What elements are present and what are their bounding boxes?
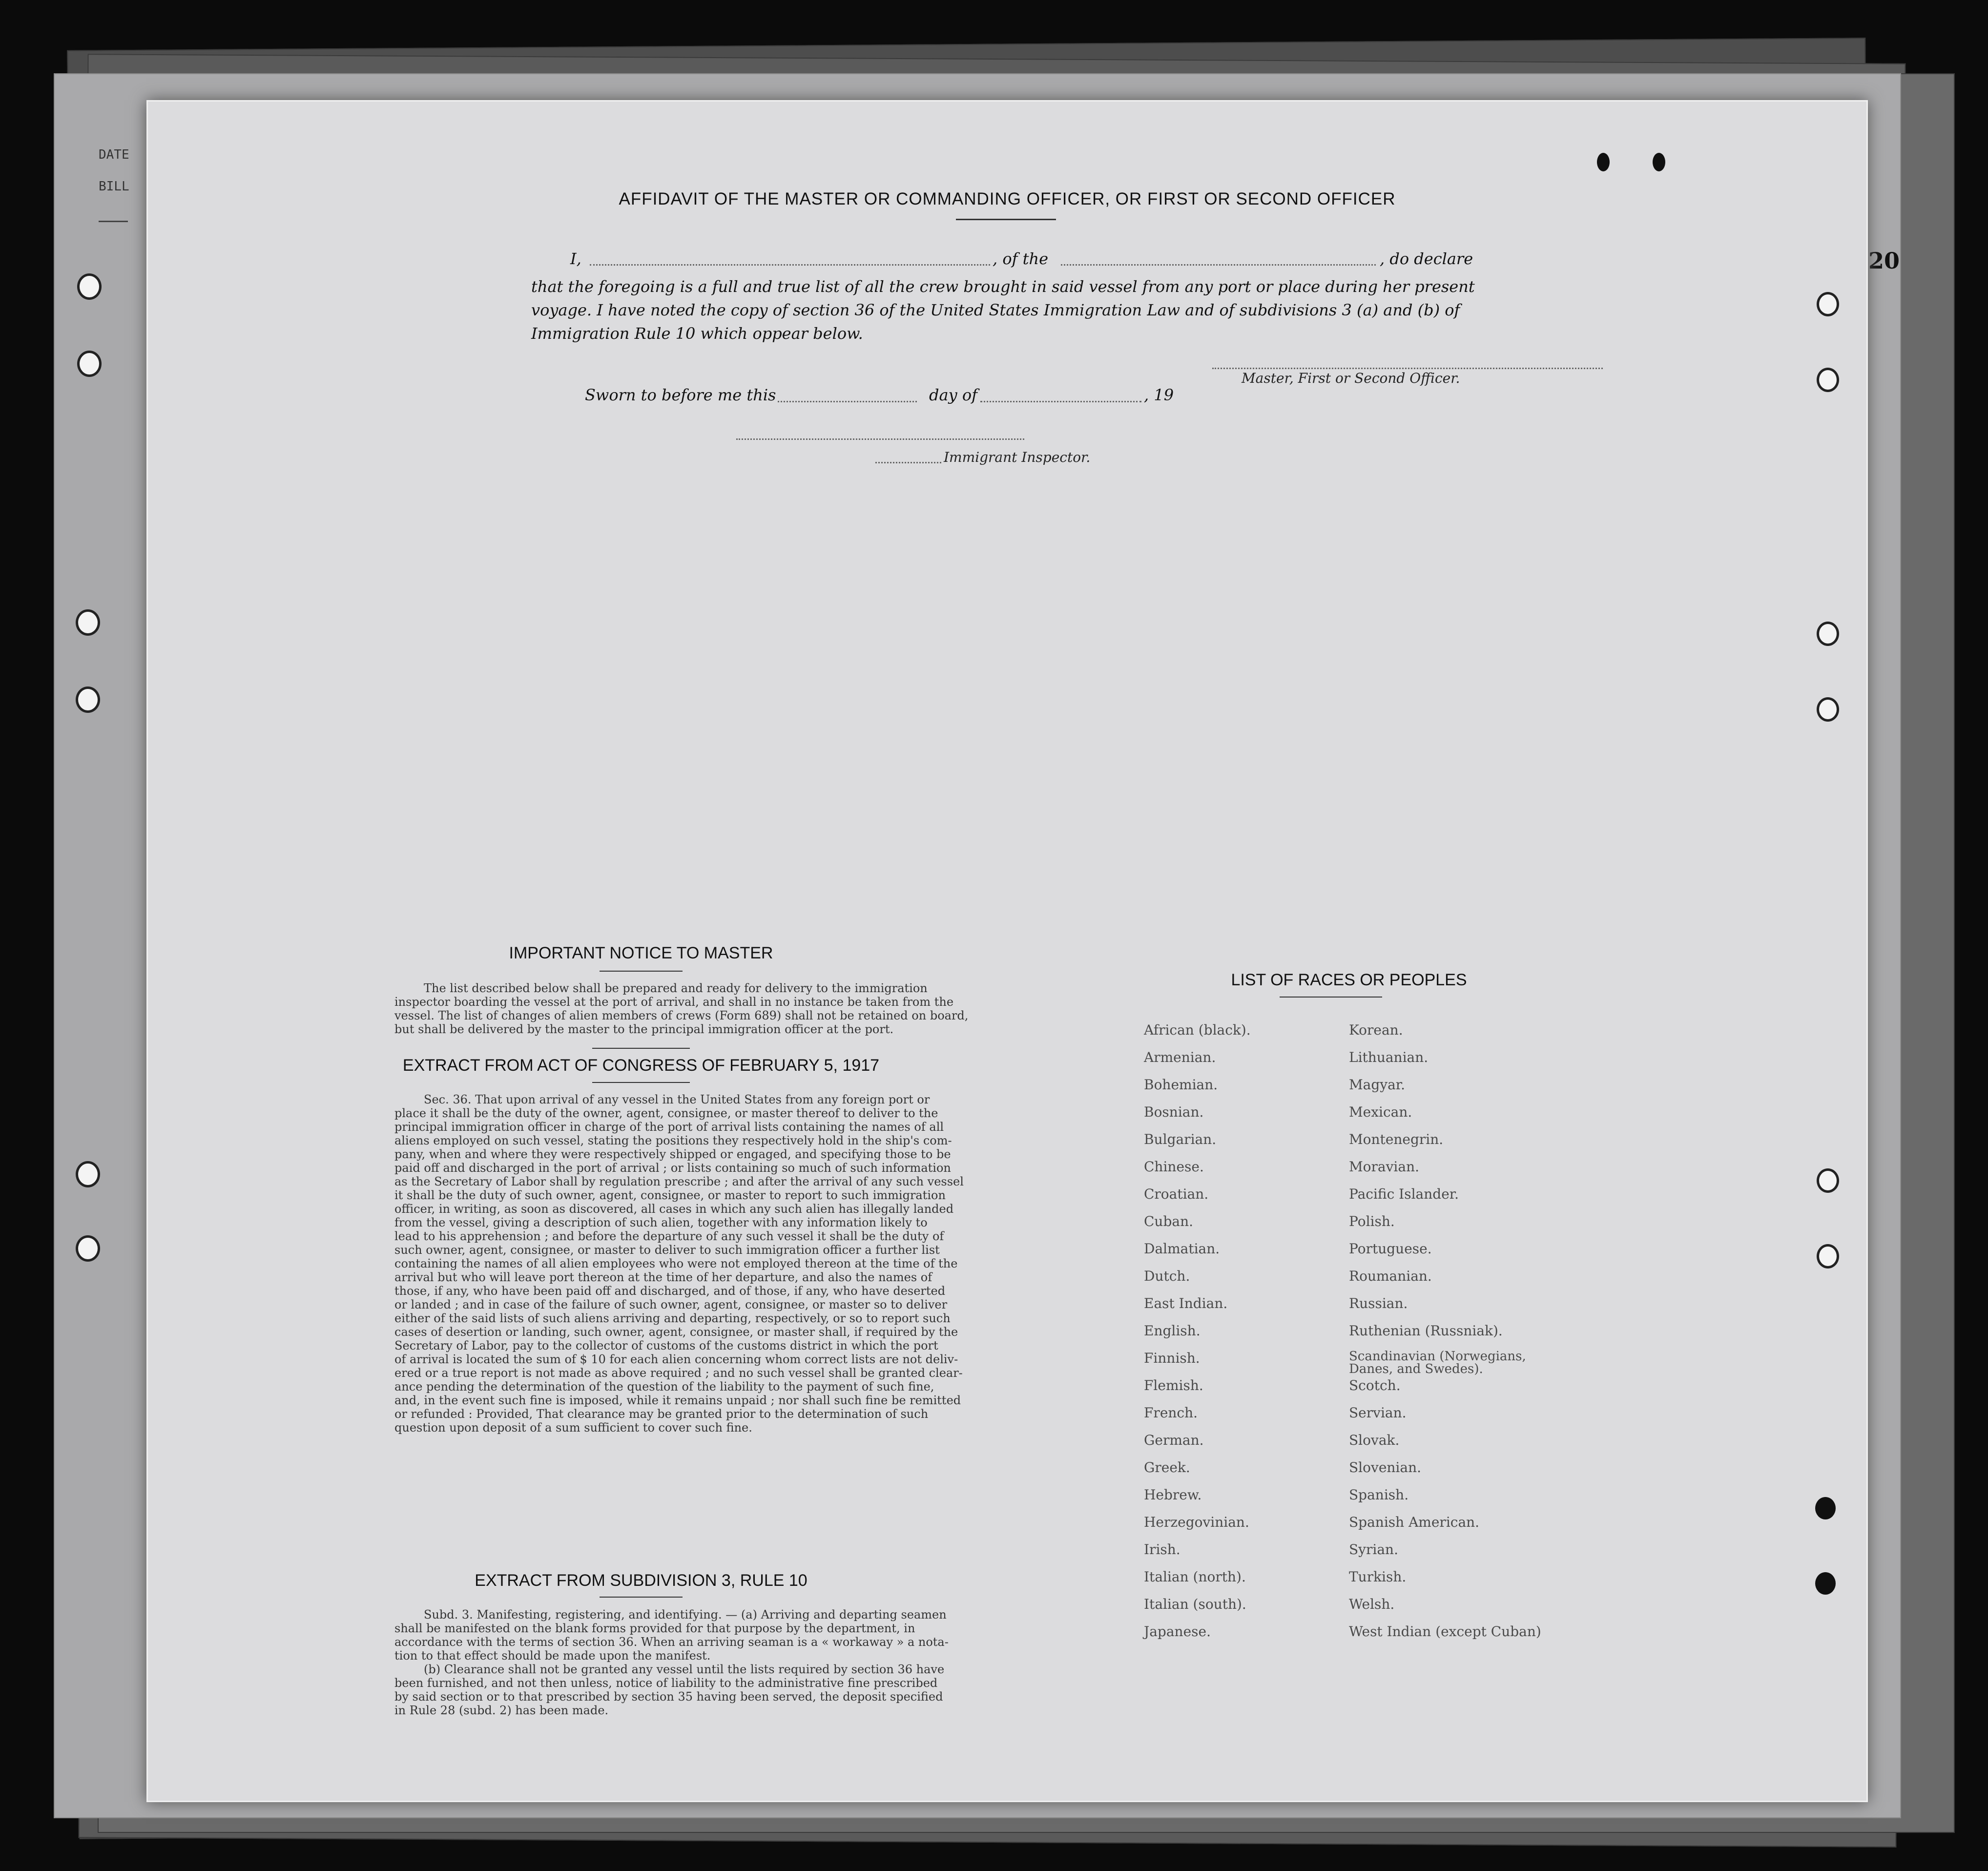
- race-item: Armenian.: [1144, 1049, 1216, 1065]
- binder-hole: [76, 609, 100, 636]
- binder-hole: [77, 351, 102, 377]
- act-line: it shall be the duty of such owner, agent, consignee, or master to report to such immigration: [394, 1188, 946, 1202]
- act-line: question upon deposit of a sum sufficient to cover such fine.: [394, 1421, 752, 1434]
- race-item: Italian (south).: [1144, 1596, 1246, 1612]
- rule-line: shall be manifested on the blank forms provided for that purpose by the department, in: [394, 1622, 915, 1635]
- race-item: African (black).: [1144, 1022, 1251, 1038]
- act-line: principal immigration officer in charge of the port of arrival lists containing the names of all: [394, 1120, 944, 1134]
- binder-hole: [1817, 292, 1839, 316]
- binder-hole: [76, 1161, 100, 1187]
- rule-line: Subd. 3. Manifesting, registering, and identifying. — (a) Arriving and departing seamen: [424, 1608, 947, 1622]
- act-line: either of the said lists of such aliens arriving and departing, respectively, or so to report such: [394, 1311, 951, 1325]
- race-item: French.: [1144, 1405, 1198, 1421]
- margin-label-bill: BILL: [99, 179, 129, 194]
- act-line: place it shall be the duty of the owner, agent, consignee, or master thereof to deliver to the: [394, 1106, 938, 1120]
- race-item: Lithuanian.: [1349, 1049, 1429, 1065]
- act-line: cases of desertion or landing, such owner, agent, consignee, or master shall, if required by the: [394, 1325, 958, 1339]
- act-line: and, in the event such fine is imposed, while it remains unpaid ; nor shall such fine be remitted: [394, 1393, 961, 1407]
- race-item: Irish.: [1144, 1541, 1180, 1558]
- act-line: those, if any, who have been paid off and discharged, and of those, if any, who have deserted: [394, 1284, 946, 1298]
- rule-title: EXTRACT FROM SUBDIVISION 3, RULE 10: [475, 1571, 808, 1590]
- inspector-dots: [875, 462, 941, 463]
- act-line: paid off and discharged in the port of arrival ; or lists containing so much of such information: [394, 1161, 951, 1175]
- officer-caption: Master, First or Second Officer.: [1242, 370, 1460, 386]
- act-line: pany, when and where they were respectively shipped or engaged, and specifying those to be: [394, 1147, 951, 1161]
- race-item: Bohemian.: [1144, 1077, 1218, 1093]
- race-item: Scandinavian (Norwegians, Danes, and Swedes).: [1349, 1349, 1526, 1376]
- race-item: Spanish American.: [1349, 1514, 1480, 1530]
- race-item: German.: [1144, 1432, 1204, 1448]
- inspector-signature-field[interactable]: [736, 438, 1024, 440]
- race-item: Welsh.: [1349, 1596, 1395, 1612]
- act-body: [394, 1093, 978, 1434]
- races-title: LIST OF RACES OR PEOPLES: [1231, 971, 1467, 989]
- rule-line: in Rule 28 (subd. 2) has been made.: [394, 1704, 609, 1717]
- binder-hole: [1817, 1168, 1839, 1193]
- race-item: Slovenian.: [1349, 1459, 1421, 1476]
- sworn-month-field[interactable]: [980, 401, 1141, 402]
- race-item: Spanish.: [1349, 1487, 1409, 1503]
- notice-line: vessel. The list of changes of alien members of crews (Form 689) shall not be retained on board,: [394, 1009, 969, 1022]
- binder-hole: [76, 1235, 100, 1262]
- races-rule: [1280, 997, 1382, 998]
- sworn-day-field[interactable]: [778, 401, 917, 402]
- declaration-text: [531, 275, 1630, 345]
- race-item: Magyar.: [1349, 1077, 1406, 1093]
- race-item: Japanese.: [1144, 1623, 1211, 1640]
- affidavit-form-page: [146, 100, 1868, 1802]
- race-item: Turkish.: [1349, 1569, 1407, 1585]
- act-line: arrival but who will leave port thereon at the time of her departure, and also the names of: [394, 1270, 932, 1284]
- race-item: Pacific Islander.: [1349, 1186, 1459, 1202]
- act-rule: [592, 1082, 690, 1083]
- race-item: Cuban.: [1144, 1213, 1194, 1229]
- race-item: Finnish.: [1144, 1350, 1200, 1366]
- race-item: Mexican.: [1349, 1104, 1412, 1120]
- act-line: from the vessel, giving a description of such alien, together with any information likely to: [394, 1216, 928, 1229]
- act-line: of arrival is located the sum of $ 10 for each alien concerning whom correct lists are not deliv-: [394, 1352, 958, 1366]
- races-right-column: [1349, 1022, 1554, 1651]
- race-item: Korean.: [1349, 1022, 1403, 1038]
- race-item: Herzegovinian.: [1144, 1514, 1249, 1530]
- inspector-caption: Immigrant Inspector.: [944, 449, 1091, 465]
- act-line: Secretary of Labor, pay to the collector of customs of the customs district in which the port: [394, 1339, 938, 1352]
- race-item: Dutch.: [1144, 1268, 1190, 1284]
- binder-hole: [1817, 1244, 1839, 1268]
- notice-line: but shall be delivered by the master to the principal immigration officer at the port.: [394, 1022, 894, 1036]
- binder-hole: [76, 686, 100, 713]
- race-item: English.: [1144, 1323, 1201, 1339]
- of-the-label: , of the: [993, 249, 1049, 268]
- margin-label-date: DATE: [99, 147, 129, 162]
- declaration-line: [531, 249, 1630, 279]
- act-line: aliens employed on such vessel, stating the positions they respectively hold in the ship's com-: [394, 1134, 952, 1147]
- act-line: or refunded : Provided, That clearance may be granted prior to the determination of such: [394, 1407, 929, 1421]
- rule-line: (b) Clearance shall not be granted any vessel until the lists required by section 36 have: [424, 1663, 945, 1676]
- title-rule: [956, 219, 1056, 220]
- sworn-label: Sworn to before me this: [585, 386, 776, 404]
- rule-line: by said section or to that prescribed by section 35 having been served, the deposit specified: [394, 1690, 943, 1704]
- act-line: Sec. 36. That upon arrival of any vessel in the United States from any foreign port or: [424, 1093, 930, 1106]
- punch-mark: [1653, 153, 1665, 171]
- declaration-text-line: Immigration Rule 10 which oppear below.: [531, 324, 863, 343]
- act-line: such owner, agent, consignee, or master to deliver to such immigration officer a further list: [394, 1243, 940, 1257]
- race-item: Croatian.: [1144, 1186, 1209, 1202]
- rule-line: been furnished, and not then unless, notice of liability to the administrative fine prescribed: [394, 1676, 938, 1690]
- act-title: EXTRACT FROM ACT OF CONGRESS OF FEBRUARY 5, 1917: [402, 1056, 880, 1075]
- race-item: Bosnian.: [1144, 1104, 1204, 1120]
- act-line: officer, in writing, as soon as discovered, all cases in which any such alien has illegally landed: [394, 1202, 954, 1216]
- year-label: , 19: [1144, 386, 1174, 404]
- race-item: Roumanian.: [1349, 1268, 1432, 1284]
- declaration-text-line: that the foregoing is a full and true list of all the crew brought in said vessel from any port or place during her present: [531, 277, 1475, 296]
- page-number: 20: [1868, 248, 1900, 274]
- race-item: Italian (north).: [1144, 1569, 1246, 1585]
- rule-rule: [600, 1597, 683, 1598]
- act-line: ered or a true report is not made as above required ; and no such vessel shall be granted clear-: [394, 1366, 963, 1380]
- binder-hole: [1817, 697, 1839, 722]
- notice-line: The list described below shall be prepared and ready for delivery to the immigration: [424, 981, 928, 995]
- notice-body: [394, 981, 978, 1036]
- declaration-text-line: voyage. I have noted the copy of section 36 of the United States Immigration Law and of subdivisions 3 (a) and (b) of: [531, 301, 1460, 319]
- race-item: Russian.: [1349, 1295, 1408, 1311]
- declarant-prefix: I,: [570, 249, 581, 268]
- act-line: lead to his apprehension ; and before the departure of any such vessel it shall be the duty of: [394, 1229, 944, 1243]
- race-item: Syrian.: [1349, 1541, 1398, 1558]
- race-item: Scotch.: [1349, 1377, 1401, 1393]
- binder-hole: [1815, 1497, 1836, 1519]
- race-item: Ruthenian (Russniak).: [1349, 1323, 1503, 1339]
- punch-mark: [1597, 153, 1610, 171]
- notice-bottom-rule: [592, 1048, 690, 1049]
- act-line: ance pending the determination of the question of the liability to the payment of such fine,: [394, 1380, 934, 1393]
- act-line: or landed ; and in case of the failure of such owner, agent, consignee, or master so to deliver: [394, 1298, 948, 1311]
- do-declare-label: , do declare: [1380, 249, 1473, 268]
- binder-hole: [1815, 1572, 1836, 1595]
- rule-body: [394, 1608, 978, 1717]
- race-item: Montenegrin.: [1349, 1131, 1444, 1147]
- vessel-name-field[interactable]: [1061, 264, 1376, 266]
- race-item: Slovak.: [1349, 1432, 1400, 1448]
- race-item: Bulgarian.: [1144, 1131, 1217, 1147]
- notice-line: inspector boarding the vessel at the port of arrival, and shall in no instance be taken from the: [394, 995, 954, 1009]
- races-left-column: [1144, 1022, 1349, 1651]
- race-item: East Indian.: [1144, 1295, 1228, 1311]
- affidavit-title: AFFIDAVIT OF THE MASTER OR COMMANDING OFFICER, OR FIRST OR SECOND OFFICER: [619, 189, 1396, 208]
- binder-hole: [77, 273, 102, 300]
- rule-line: accordance with the terms of section 36. When an arriving seaman is a « workaway » a nota-: [394, 1635, 949, 1649]
- race-item: Polish.: [1349, 1213, 1395, 1229]
- race-item: Servian.: [1349, 1405, 1407, 1421]
- notice-title: IMPORTANT NOTICE TO MASTER: [509, 944, 773, 962]
- act-line: containing the names of all alien employees who were not employed thereon at the time of the: [394, 1257, 958, 1270]
- race-item: Moravian.: [1349, 1159, 1420, 1175]
- notice-rule: [600, 971, 683, 972]
- race-item: Flemish.: [1144, 1377, 1203, 1393]
- race-item: West Indian (except Cuban): [1349, 1623, 1541, 1640]
- race-item: Greek.: [1144, 1459, 1190, 1476]
- day-of-label: day of: [929, 386, 977, 404]
- act-line: as the Secretary of Labor shall by regulation prescribe ; and after the arrival of any such vessel: [394, 1175, 964, 1188]
- race-item: Portuguese.: [1349, 1241, 1432, 1257]
- binder-hole: [1817, 622, 1839, 646]
- rule-line: tion to that effect should be made upon the manifest.: [394, 1649, 711, 1663]
- margin-rule: [99, 221, 128, 222]
- race-item: Dalmatian.: [1144, 1241, 1220, 1257]
- race-item: Chinese.: [1144, 1159, 1204, 1175]
- binder-hole: [1817, 368, 1839, 392]
- race-item: Hebrew.: [1144, 1487, 1202, 1503]
- declarant-name-field[interactable]: [590, 264, 990, 266]
- officer-signature-field[interactable]: [1212, 368, 1603, 369]
